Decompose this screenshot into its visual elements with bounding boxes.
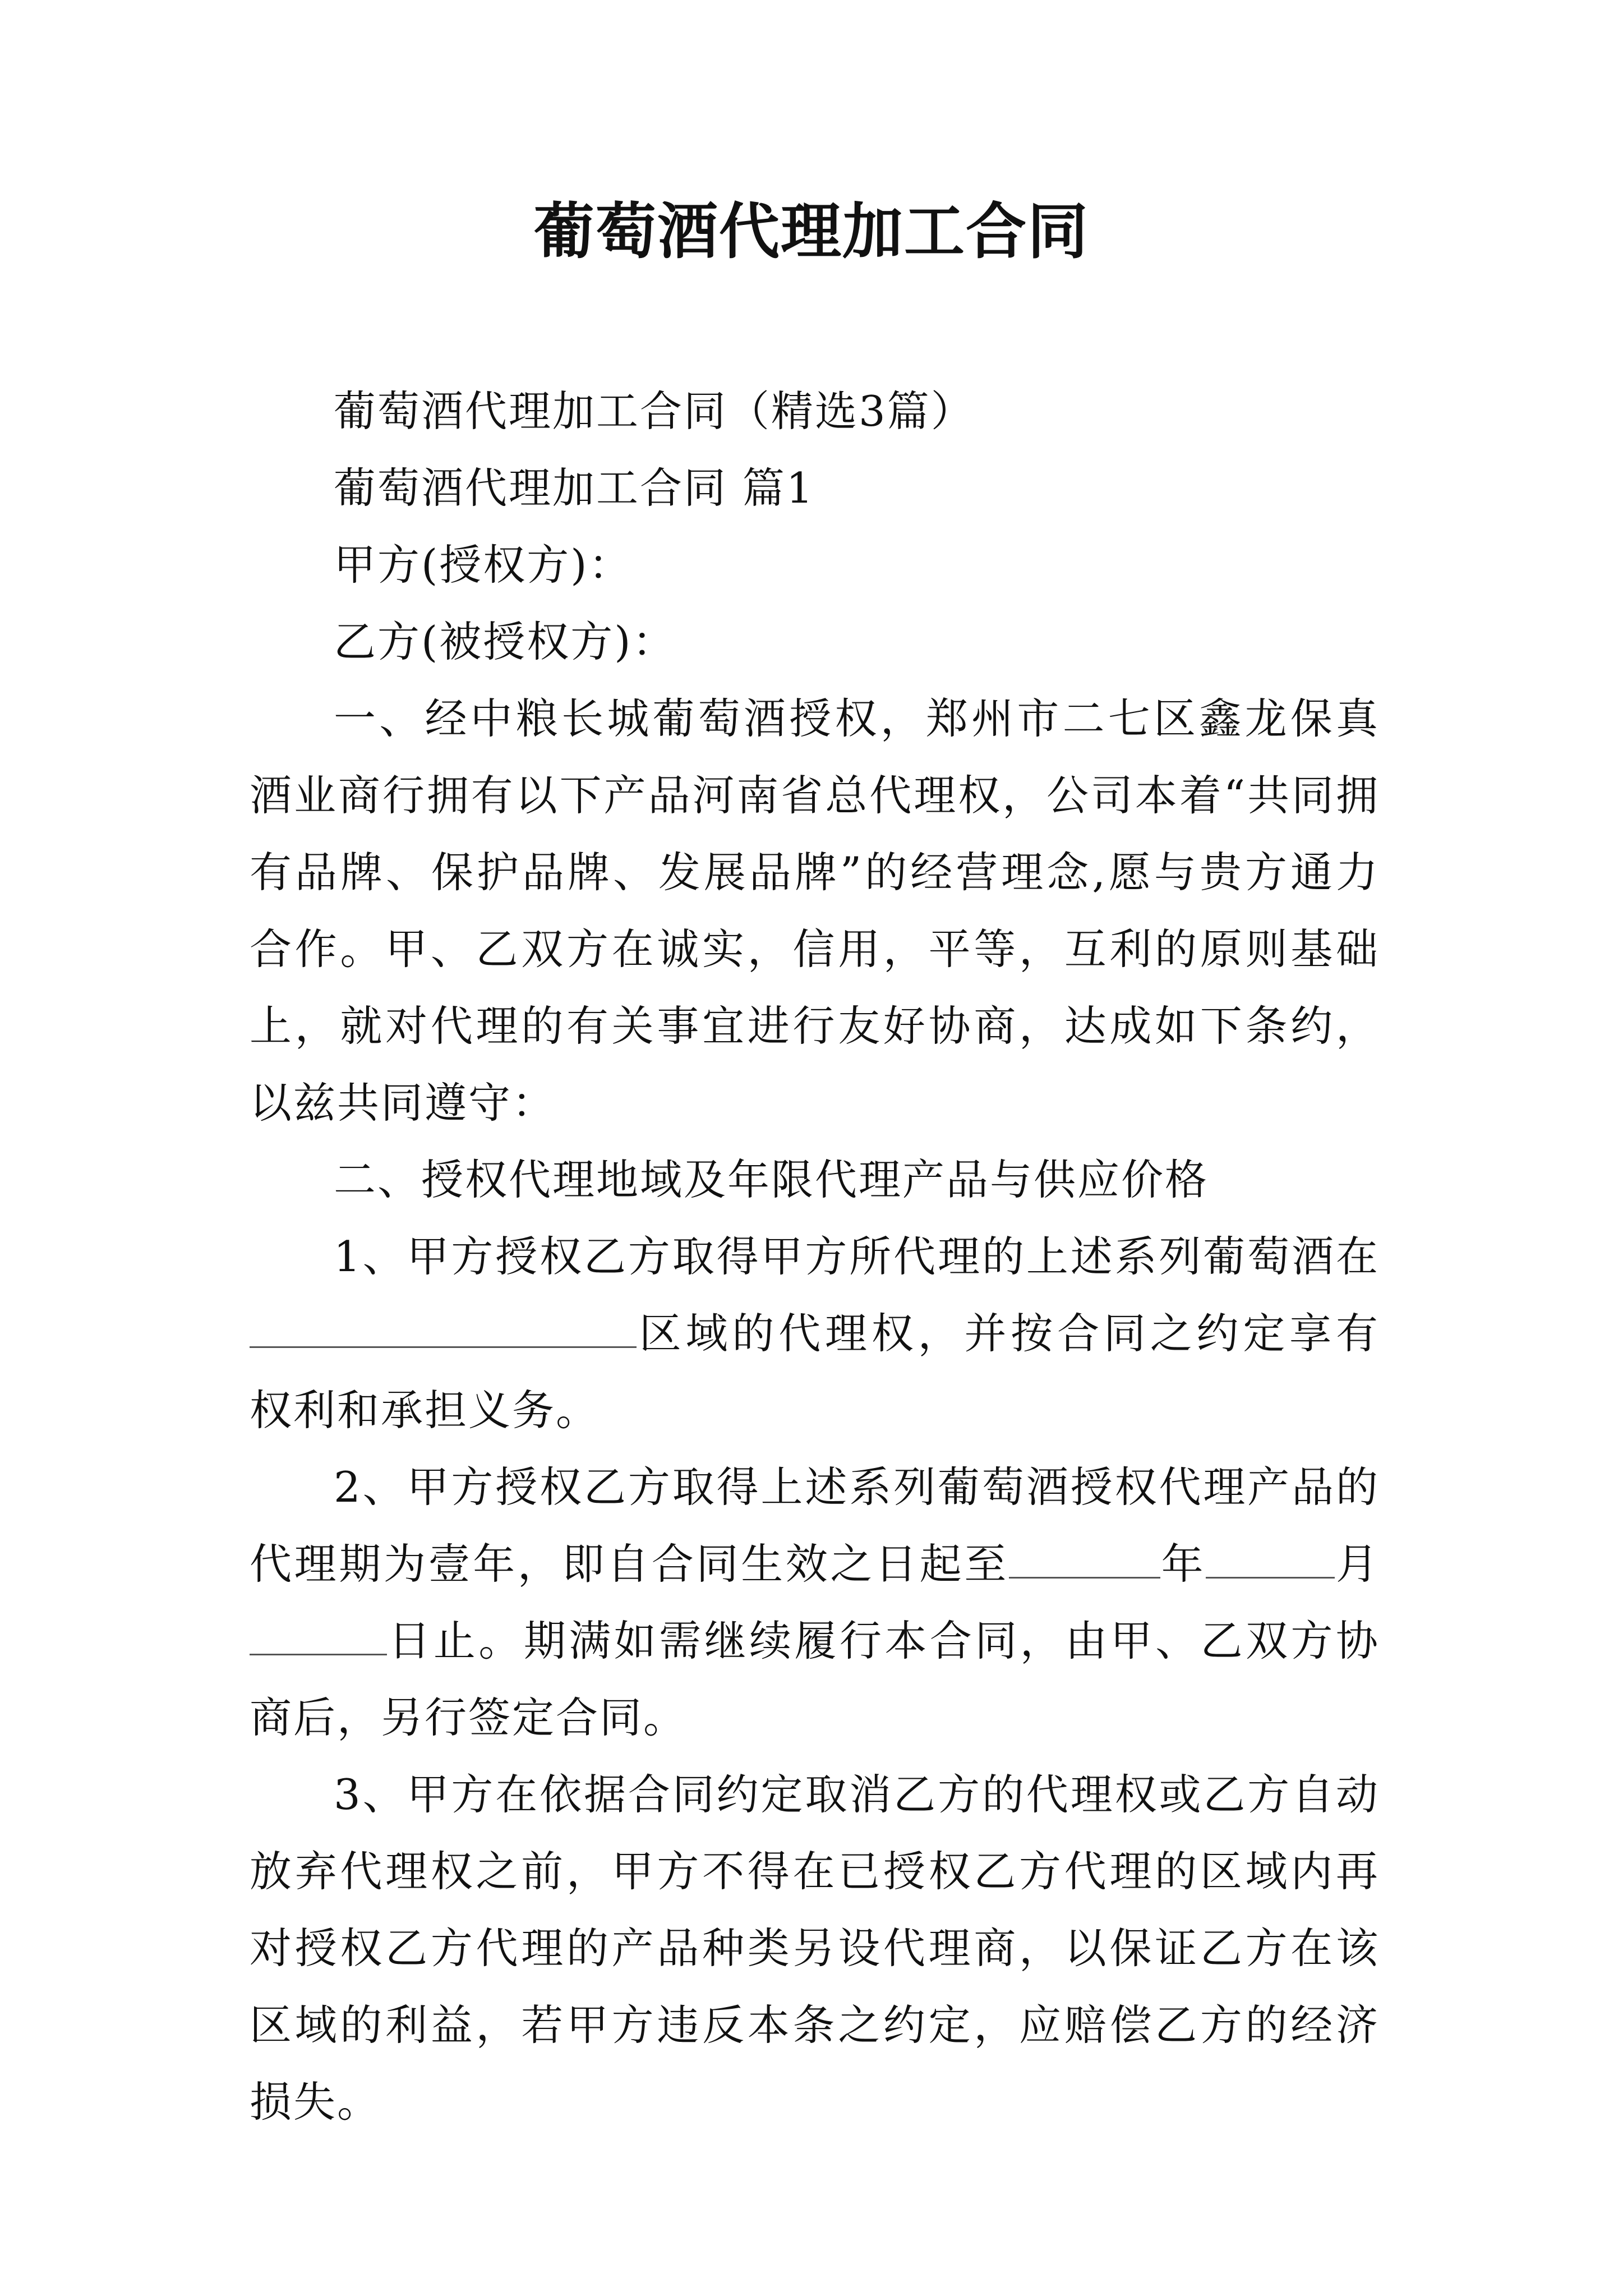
item-1-text-b: 区域的代理权，并按合同之约定享有权利和承担义务。 [250, 1309, 1380, 1435]
day-blank [250, 1620, 387, 1655]
party-a-line: 甲方(授权方)： [334, 540, 633, 590]
section-heading: 葡萄酒代理加工合同 篇1 [334, 463, 815, 513]
year-label: 年 [1160, 1539, 1206, 1589]
item-2-text-a: 2、甲方授权乙方取得上述系列葡萄酒授权代理产品的代理期为壹年，即自合同生效之日起至 [250, 1462, 1380, 1589]
clause-2: 二、授权代理地域及年限代理产品与供应价格 [334, 1155, 1209, 1204]
month-blank [1206, 1543, 1335, 1579]
party-b-line: 乙方(被授权方)： [334, 617, 676, 666]
year-blank [1009, 1543, 1160, 1579]
item-2 [250, 1449, 1380, 1756]
item-1 [250, 1218, 1380, 1449]
document-body [250, 373, 1380, 2141]
region-blank [250, 1313, 637, 1348]
month-label: 月 [1335, 1539, 1380, 1589]
item-2-text-b: 日止。期满如需继续履行本合同，由甲、乙双方协商后，另行签定合同。 [250, 1616, 1380, 1742]
document-title: 葡萄酒代理加工合同 [533, 196, 1089, 267]
item-1-text-a: 1、甲方授权乙方取得甲方所代理的上述系列葡萄酒在 [334, 1232, 1380, 1281]
item-3: 3、甲方在依据合同约定取消乙方的代理权或乙方自动放弃代理权之前，甲方不得在已授权乙方代理的区域内再对授权乙方代理的产品种类另设代理商，以保证乙方在该区域的利益，若甲方违反本条之约定，应赔偿乙方的经济损失。 [250, 1770, 1380, 2127]
subtitle: 葡萄酒代理加工合同（精选3篇） [334, 386, 975, 436]
clause-1: 一、经中粮长城葡萄酒授权，郑州市二七区鑫龙保真酒业商行拥有以下产品河南省总代理权，公司本着“共同拥有品牌、保护品牌、发展品牌”的经营理念,愿与贵方通力合作。甲、乙双方在诚实，信用，平等，互利的原则基础上，就对代理的有关事宜进行友好协商，达成如下条约，以兹共同遵守： [250, 694, 1380, 1128]
